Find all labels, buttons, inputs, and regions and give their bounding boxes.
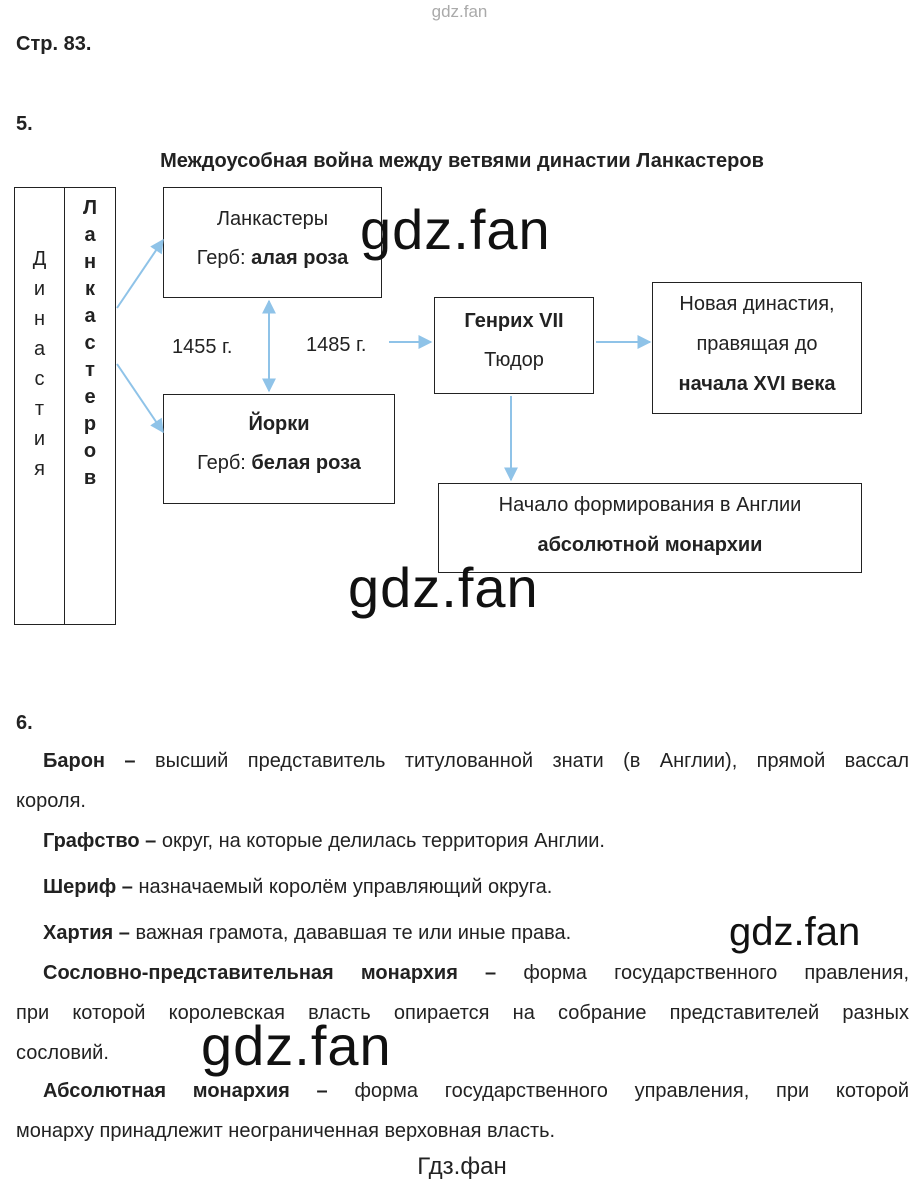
definition-estate-monarchy-line2: при которой королевская власть опирается на собрание представителей разных [16, 1002, 909, 1024]
dynasty-letter: Д [32, 248, 47, 270]
term-dash: – [113, 922, 136, 944]
definition-text: назначаемый королём управляющий округа. [138, 876, 553, 898]
diagram-title: Междоусобная война между ветвями династии Ланкастеров [160, 150, 764, 172]
term-county: Графство [43, 830, 140, 852]
definition-estate-monarchy-line3: сословий. [16, 1042, 109, 1064]
definition-text: важная грамота, дававшая те или иные права. [135, 922, 572, 944]
definition-estate-monarchy-line1 [16, 953, 909, 993]
lancaster-letter: е [84, 386, 96, 408]
dynasty-letter: с [34, 368, 45, 390]
task-6-number: 6. [16, 712, 33, 734]
definition-baron [16, 741, 909, 821]
definition-estate-monarchy [16, 953, 909, 1073]
new-dynasty-line2: правящая до [696, 333, 818, 355]
term-absolute-monarchy: Абсолютная монархия [43, 1080, 290, 1102]
term-baron: Барон [43, 750, 106, 772]
term-sheriff: Шериф [43, 876, 117, 898]
definition-absolute-monarchy-line1 [16, 1071, 909, 1111]
yorks-name: Йорки [248, 413, 310, 435]
new-dynasty-line1: Новая династия, [679, 293, 835, 315]
lancaster-letter: Л [82, 197, 98, 219]
term-estate-monarchy: Сословно-представительная монархия [43, 962, 458, 984]
term-dash: – [457, 962, 524, 984]
definition-charter [16, 913, 909, 953]
definition-sheriff [16, 867, 909, 907]
definition-absolute-monarchy [16, 1071, 909, 1151]
dynasty-letter: и [33, 278, 46, 300]
term-charter: Хартия [43, 922, 114, 944]
term-dash: – [139, 830, 162, 852]
dynasty-letter: т [34, 398, 45, 420]
year-1455-label: 1455 г. [172, 336, 233, 358]
arrow-to-lancasters [117, 240, 163, 308]
watermark-4: gdz.fan [201, 1014, 392, 1077]
lancaster-letter: р [83, 413, 97, 435]
lancaster-letter: т [85, 359, 95, 381]
lancasters-name: Ланкастеры [216, 208, 329, 230]
watermark-1: gdz.fan [360, 198, 551, 261]
watermark-2: gdz.fan [348, 556, 539, 619]
absolutism-line1: Начало формирования в Англии [498, 494, 802, 516]
yorks-arms-value: белая роза [251, 452, 361, 474]
lancaster-letter: а [84, 305, 96, 327]
task-5-number: 5. [16, 113, 33, 135]
lancaster-letter: н [83, 251, 97, 273]
lancasters-arms-label: Герб: [196, 247, 246, 269]
dynasty-letter: и [33, 428, 46, 450]
yorks-arms-label: Герб: [197, 452, 246, 474]
dynasty-letter: я [34, 458, 45, 480]
henry-line1: Генрих VII [464, 310, 564, 332]
definition-text: форма государственного правления, [523, 962, 909, 984]
term-dash: – [116, 876, 139, 898]
dynasty-letter: а [33, 338, 46, 360]
henry-line2: Тюдор [484, 349, 544, 371]
lancaster-letter: к [84, 278, 95, 300]
definition-absolute-monarchy-line2: монарху принадлежит неограниченная верховная власть. [16, 1120, 556, 1142]
definition-county [16, 821, 909, 861]
term-dash: – [105, 750, 155, 772]
definition-baron-line1 [16, 741, 909, 781]
footer-watermark: Гдз.фан [417, 1153, 507, 1180]
definition-text: форма государственного управления, при которой [354, 1080, 909, 1102]
lancaster-letter: о [83, 440, 97, 462]
lancasters-arms-value: алая роза [251, 247, 349, 269]
page-label: Стр. 83. [16, 33, 92, 55]
absolutism-line2: абсолютной монархии [537, 534, 763, 556]
lancaster-letter: а [84, 224, 96, 246]
definition-baron-line2: короля. [16, 790, 86, 812]
definition-text: округ, на которые делилась территория Англии. [161, 830, 605, 852]
definition-county-line [16, 821, 909, 861]
definition-charter-line [16, 913, 909, 953]
definition-text: высший представитель титулованной знати (в Англии), прямой вассал [154, 750, 909, 772]
term-dash: – [289, 1080, 355, 1102]
arrow-to-yorks [117, 364, 163, 432]
watermark-3: gdz.fan [729, 910, 861, 954]
lancaster-letter: в [83, 467, 97, 489]
definition-sheriff-line [16, 867, 909, 907]
lancaster-letter: с [84, 332, 96, 354]
new-dynasty-line3: начала XVI века [678, 373, 836, 395]
dynasty-letter: н [33, 308, 46, 330]
year-1485-label: 1485 г. [306, 334, 367, 356]
top-watermark: gdz.fan [431, 2, 488, 21]
